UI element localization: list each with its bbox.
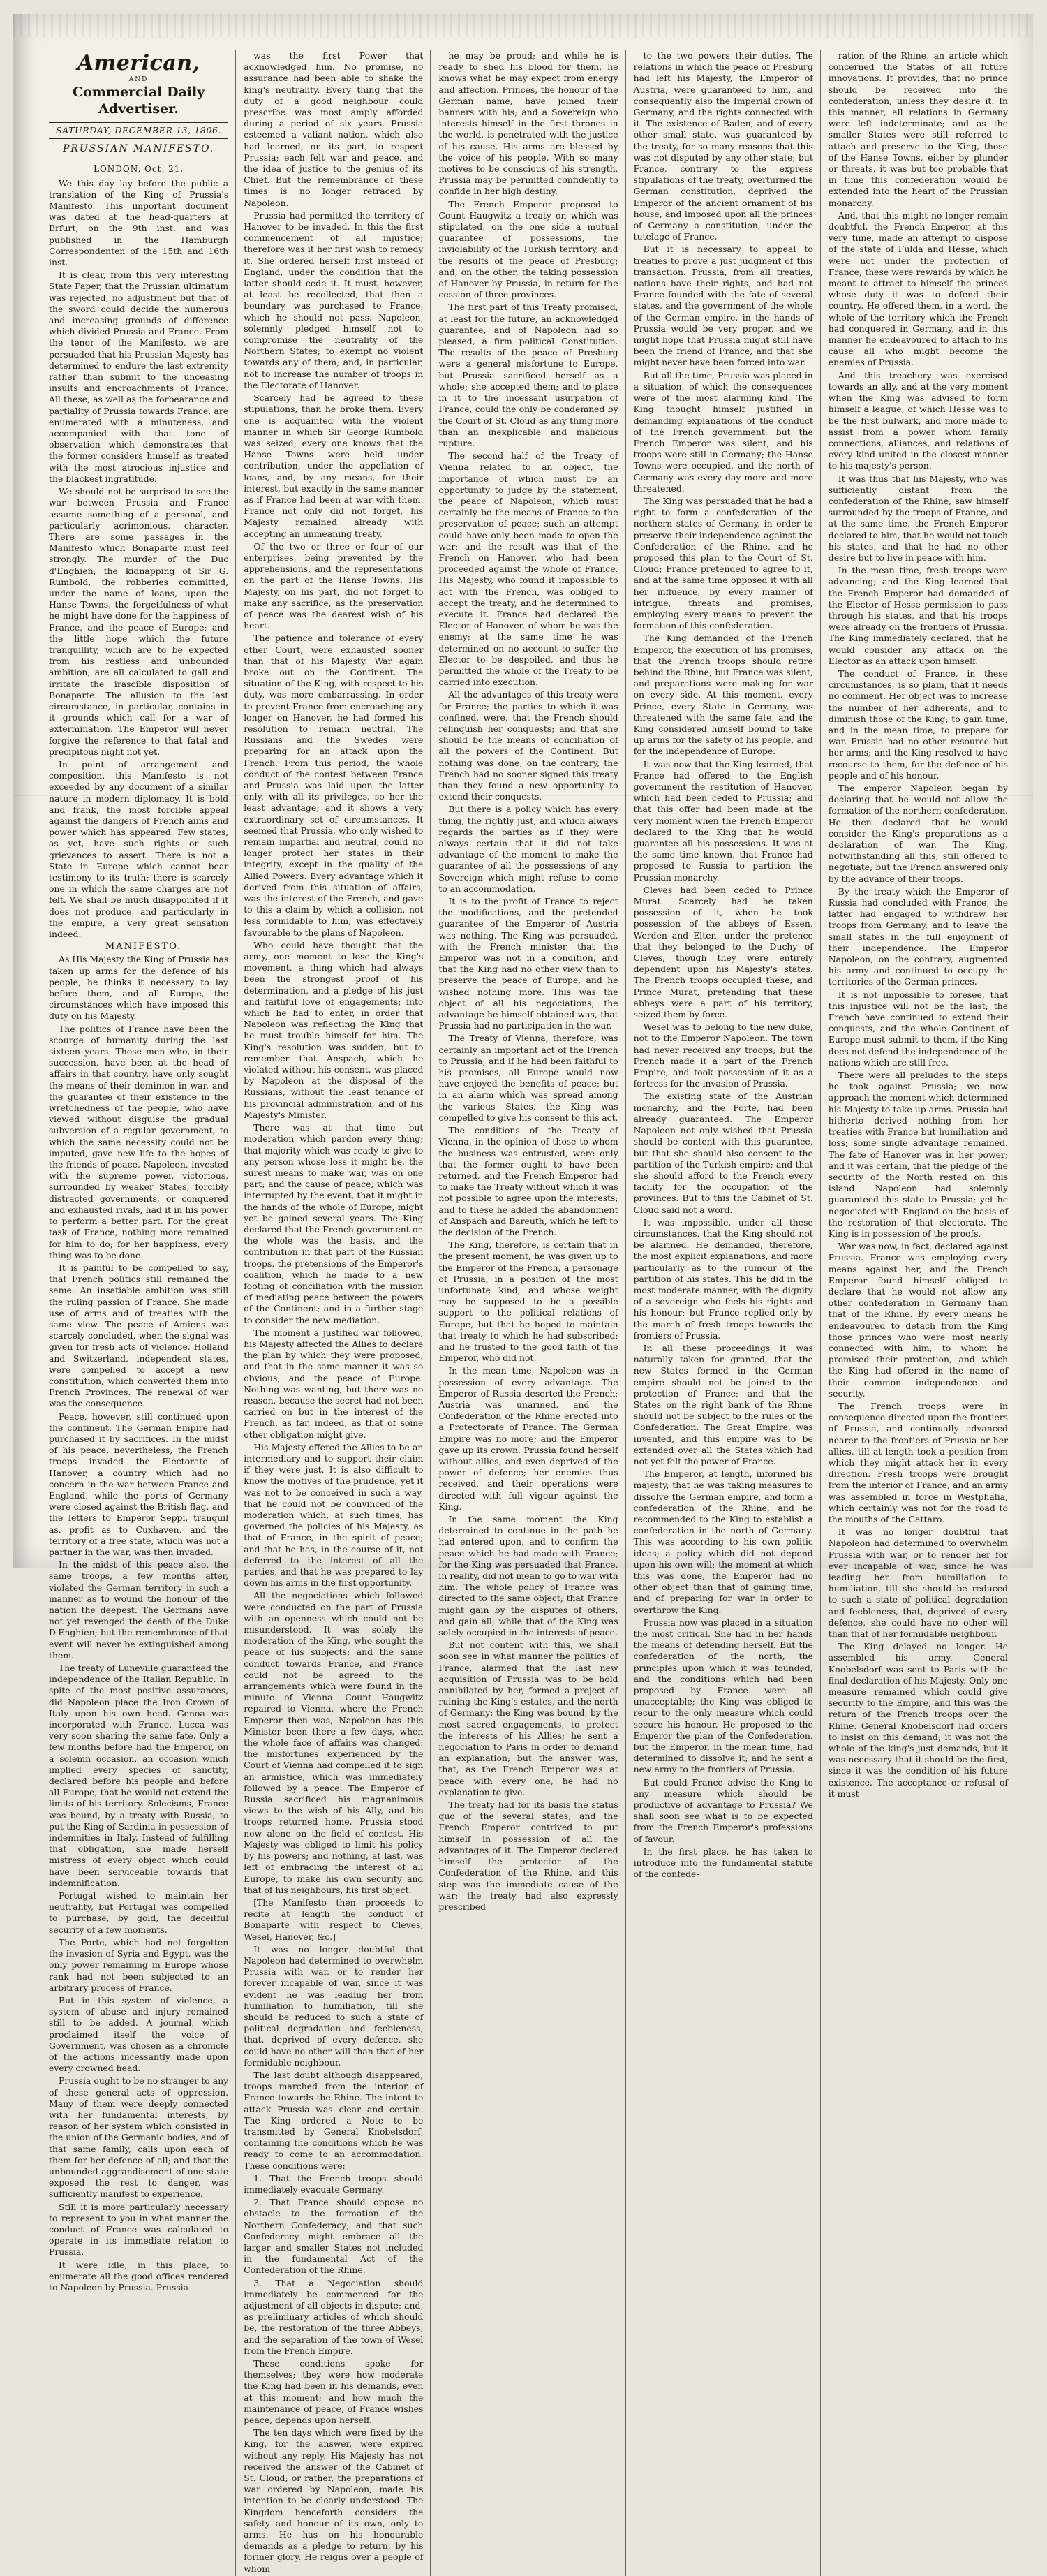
paragraph: The politics of France have been the scourge of humanity during the last sixteen years. Those men who, in their succession, have been at the head of affairs in that country, have only sought the means of their dominion in war, and the guarantee of their existence in the wretchedness of the people, who have viewed without disguise the gradual subversion of a regular government, to which the same necessity could not be imputed, gave new life to the hopes of the friends of peace. Napoleon, invested with the supreme power, victorious, surrounded by weaker States, forcibly distracted governments, or conquered and exhausted rivals, had it in his power to perform a better part. For the great task of France, nothing more remained for him to do; for her happiness, every thing was to be done. (49, 1023, 229, 1260)
paragraph: But in this system of violence, a system of abuse and injury remained still to be added. A journal, which proclaimed itself the voice of Government, was chosen as a chronicle of the actions incessantly made upon every crowned head. (49, 1994, 229, 2074)
paragraph: Who could have thought that the army, one moment to lose the King's movement, a thing which had always been the strongest proof of his determination, and a pledge of his just and faithful love of engagements; into which he had to enter, in order that Napoleon was reflecting the King that he must trouble himself for him. The King's resolution was sudden, but to remember that Anspach, which he violated without his consent, was placed by Napoleon at the disposal of the Russians, without the least tenance of his provincial administration, and of his Majesty's Minister. (244, 939, 424, 1120)
paragraph: The French troops were in consequence directed upon the frontiers of Prussia, and continually advanced nearer to the frontiers of Prussia or her allies, till at length took a position from which they might attack her in every direction. Fresh troops were brought from the interior of France, and an army was assembled in force in Westphalia, which certainly was not for the road to the mouths of the Cattaro. (828, 1400, 1008, 1524)
paragraph: The first part of this Treaty promised, at least for the future, an acknowledged guarantee, and of Napoleon had so pleased, a firm political Constitution. The results of the peace of Presburg were a general misfortune to Europe, but Prussia sacrificed herself as a whole; she accepted them; and to place in it to the incessant usurpation of France, could the only be condemned by the Court of St. Cloud as any thing more than an inexplicable and malicious rupture. (438, 302, 618, 448)
paragraph: ration of the Rhine, an article which concerned the States of all future innovations. It provides, that no prince should be received into the confederation, unless they desire it. In this manner, all relations in Germany were left indeterminate; and as the smaller States were still referred to attach and preserve to the King, those of the Hanse Towns, either by plunder or threats, it was but too probable that in time this confederation would be extended into the heart of the Prussian monarchy. (828, 50, 1008, 208)
paragraph: But not content with this, we shall soon see in what manner the politics of France, alarmed that the last new acquisition of Prussia was to be hold annihilated by her, formed a project of ruining the King's estates, and the north of Germany: the King was bound, by the most sacred engagements, to protect the interests of his Allies; he sent a negociation to Paris in order to demand an explanation; but the answer was, that, as the French Emperor was at peace with every one, he had no explanation to give. (438, 1640, 618, 1797)
paragraph: 3. That a Negociation should immediately be commenced for the adjustment of all objects in dispute; and, as preliminary articles of which should be, the restoration of the three Abbeys, and the separation of the town of Wesel from the French Empire. (244, 2277, 424, 2356)
newspaper-page (13, 14, 1033, 2574)
paragraph: It was no longer doubtful that Napoleon had determined to overwhelm Prussia with war, or to render her for ever incapable of war, since he was leading her from humiliation to humiliation, till she should be reduced to such a state of political degradation and feebleness, that, deprived of every defence, she could have no other will than that of her formidable neighbour. (828, 1526, 1008, 1640)
column-1 (49, 50, 228, 2576)
column-4 (634, 50, 813, 2576)
paragraph: The emperor Napoleon began by declaring that he would not allow the formation of the northern confederation. He then declared that he would consider the King's preparations as a declaration of war. The King, notwithstanding all this, still offered to negotiate; but the French answered only by the advance of their troops. (828, 783, 1008, 884)
paragraph: The French Emperor proposed to Count Haugwitz a treaty on which was stipulated, on the one side a mutual guarantee of possessions, the inviolability of the Turkish territory, and the results of the peace of Presburg; and, on the other, the taking possession of Hanover by Prussia, in return for the cession of three provinces. (438, 198, 618, 300)
columns (49, 50, 1008, 2574)
paragraph: 2. That France should oppose no obstacle to the formation of the Northern Confederacy; and that such Confederacy might embrace all the larger and smaller States not included in the fundamental Act of the Confederation of the Rhine. (244, 2197, 424, 2276)
paper-subtitle: Commercial Daily Advertiser. (72, 84, 205, 117)
column-1-body (49, 178, 228, 2294)
paragraph: And, that this might no longer remain doubtful, the French Emperor, at this very time, made an attempt to dispose of the state of Fulda and Hesse, which were not under the protection of France; these were rewards by which he meant to attract to himself the princes whose duty it was to defend their country. He offered them, in a word, the whole of the territory which the French had conquered in Germany, and in this manner he endeavoured to attach to his cause all who might become the enemies of Prussia. (828, 209, 1008, 368)
column-5-body (829, 50, 1008, 1799)
paragraph: The treaty of Luneville guaranteed the independence of the Italian Republic. In spite of the most positive assurances, did Napoleon place the Iron Crown of Italy upon his own head. Genoa was incorporated with France. Lucca was very soon sharing the same fate. Only a few months before had the Emperor, on a solemn occasion, an occasion which implied every species of sanctity, declared before his people and before all Europe, that he would not extend the limits of his territory. Solecisms, France was bound, by a treaty with Russia, to put the King of Sardinia in possession of indemnities in Italy. Instead of fulfilling that obligation, she made herself mistress of every object which could have been serviceable towards that indemnification. (49, 1663, 229, 1888)
paragraph: We this day lay before the public a translation of the King of Prussia's Manifesto. This important document was dated at the head-quarters at Erfurt, on the 9th inst. and was published in the Hamburgh Correspondenten of the 15th and 16th inst. (49, 177, 229, 268)
paragraph: As His Majesty the King of Prussia has taken up arms for the defence of his people, he thinks it necessary to lay before them, and all Europe, the circumstances which have imposed this duty on his Majesty. (49, 954, 229, 1022)
paragraph: The Emperor, at length, informed his majesty, that he was taking measures to dissolve the German empire, and form a confederation of the Rhine, and he recommended to the King to establish a confederation in the north of Germany. This was according to his own politic ideas; a policy which did not depend upon his own will; the moment at which this was done, the Emperor had no other object than that of gaining time, and of preparing for war in order to overthrow the King. (633, 1469, 813, 1615)
paragraph: All the advantages of this treaty were for France; the parties to which it was confined, were, that the French should relinquish her conquests; and that she should be the means of conciliation of all the powers of the Continent. But nothing was done; on the contrary, the French had no sooner signed this treaty than they found a new opportunity to extend their conquests. (438, 689, 618, 802)
paragraph: We should not be surprised to see the war between Prussia and France assume something of a personal, and particularly acrimonious, character. There are some passages in the Manifesto which Bonaparte must feel strongly. The murder of the Duc d'Enghien; the kidnapping of Sir G. Rumbold, the robberies committed, under the name of loans, upon the Hanse Towns, the forgetfulness of what he might have done for the happiness of France, and the peace of Europe; and the little hope which the future tranquillity, which are to be expected from his restless and unbounded ambition, are all calculated to gall and irritate the irascible disposition of Bonaparte. The allusion to the last circumstance, in particular, contains in it grounds which call for a war of extermination. The Emperor will never forgive the reference to that fatal and precipitous night not yet. (49, 486, 229, 757)
paragraph: Prussia now was placed in a situation the most critical. She had in her hands the means of defending herself. But the confederation of the north, the principles upon which it was founded, and the conditions which had been proposed by France were all unacceptable; the King was obliged to recur to the only measure which could secure his honour. He proposed to the Emperor the plan of the Confederation, but the Emperor, in the mean time, had determined to dissolve it; and he sent a new army to the frontiers of Prussia. (633, 1617, 813, 1775)
paragraph: was the first Power that acknowledged him. No promise, no assurance had been able to shake the king's neutrality. Every thing that the duty of a good neighbour could prescribe was most amply afforded during a period of six years. Prussia esteemed a valiant nation, which also had learned, on its part, to respect Prussia; each felt war and peace, and the idea of justice to the genius of its Chief. But the remembrance of these times is no longer retraced by Napoleon. (244, 50, 424, 208)
paragraph: It is not impossible to foresee, that this injustice will not be the last; the French have continued to extend their conquests, and the whole Continent of Europe must submit to them, if the King does not defend the independence of the nations which are still free. (828, 989, 1008, 1068)
masthead-and: AND (128, 76, 149, 83)
paragraph: In the first place, he has taken to introduce into the fundamental statute of the confede- (633, 1846, 813, 1880)
paragraph: to the two powers their duties. The relations in which the peace of Presburg had left his Majesty, the Emperor of Austria, were guaranteed to him, and consequently also the Imperial crown of Germany, and the rights connected with it. The existence of Baden, and of every other small state, was guaranteed by the treaty, for so many reasons that this was not disputed by any other state; but France, contrary to the express stipulations of the treaty, overturned the German constitution, deprived the Emperor of the ancient ornament of his house, and imposed upon all the princes of Germany a constitution, under the tutelage of France. (633, 50, 813, 242)
paragraph: 1. That the French troops should immediately evacuate Germany. (244, 2172, 424, 2195)
paragraph: There were all preludes to the steps he took against Prussia; we now approach the moment which determined his Majesty to take up arms. Prussia had hitherto derived nothing from her treaties with France but humiliation and loss; some single advantage remained. The fate of Hanover was in her power; and it was certain, that the pledge of the security of the North rested on this island. Napoleon had solemnly guaranteed this state to Prussia; yet he negociated with England on the basis of the restoration of that electorate. The King is in possession of the proofs. (828, 1070, 1008, 1239)
paragraph: It were idle, in this place, to enumerate all the good offices rendered to Napoleon by Prussia. Prussia (49, 2259, 229, 2292)
paragraph: The conditions of the Treaty of Vienna, in the opinion of those to whom the business was entrusted, were only that the former ought to have been returned, and the French Emperor had to make the Treaty without which it was not possible to agree upon the interests; and to these he added the abandonment of Anspach and Bareuth, which he left to the decision of the French. (438, 1125, 618, 1237)
paragraph: By the treaty which the Emperor of Russia had concluded with France, the latter had engaged to withdraw her troops from Germany, and to leave the small states in the full enjoyment of their independence. The Emperor Napoleon, on the contrary, augmented his army and continued to occupy the territories of the German princes. (828, 885, 1008, 987)
paragraph: And this treachery was exercised towards an ally, and at the very moment when the King was advised to form himself a league, of which Hesse was to be the first bulwark, and more made to assist from a power whom family connections, alliances, and relations of every kind united in the closest manner to his majesty's person. (828, 369, 1008, 471)
column-2-body (244, 50, 423, 2575)
paragraph: But could France advise the King to any measure which should be productive of advantage to Prussia? We shall soon see what is to be expected from the French Emperor's professions of favour. (633, 1776, 813, 1844)
page-shadow (13, 14, 34, 1568)
paragraph: Prussia ought to be no stranger to any of these general acts of oppression. Many of them were deeply connected with her fundamental interests, by reason of her system which consisted in the union of the Germanic bodies, and of that same family, calls upon each of them for her defence of all; and that the unbounded aggrandisement of one state exposed the rest to danger, was sufficiently manifest to experience. (49, 2075, 229, 2200)
paragraph: It was impossible, under all these circumstances, that the King should not be alarmed. He demanded, therefore, the most explicit explanations, and more particularly as to the rumour of the partition of his states. This he did in the most moderate manner, with the dignity of a sovereign who feels his rights and his honour; but France replied only by the march of fresh troops towards the frontiers of Prussia. (633, 1216, 813, 1341)
paragraph: The conduct of France, in these circumstances, is so plain, that it needs no comment. Her object was to increase the number of her adherents, and to diminish those of the King; to gain time, and in the mean time, to prepare for war. Prussia had no other resource but her arms; and the King resolved to have recourse to them, for the defence of his people and of his honour. (828, 668, 1008, 781)
torn-top-edge (13, 14, 1033, 38)
paragraph: There was at that time but moderation which pardon every thing; that majority which was ready to give to any person whose loss it might be, the surest means to make war, was on one part; and the cause of peace, which was interrupted by the event, that it might in the hands of the whole of Europe, might yet be gained several years. The King declared that the French government on the whole was the basis, and the contribution in that part of the Russian troops, the pretensions of the Emperor's coalition, which he made to a new footing of conciliation with the mission of mediating peace between the powers of the Continent; and in a further stage to consider the new mediation. (244, 1122, 424, 1325)
paragraph: In the mean time, Napoleon was in possession of every advantage. The Emperor of Russia deserted the French; Austria was unarmed, and the Confederation of the Rhine erected into a Protectorate of France. The German Empire was no more; and the Emperor gave up its crown. Prussia found herself without allies, and even deprived of the power of defence; her enemies thus received, and their operations were directed with full vigour against the King. (438, 1365, 618, 1512)
paragraph: The moment a justified war followed, his Majesty affected the Allies to declare the plan by which they were proposed, and that in the same manner it was so obvious, and the peace of Europe. Nothing was wanting, but there was no reason, because the secret had not been carried on but in the interest of the French, as far, indeed, as that of some other obligation might give. (244, 1327, 424, 1440)
paragraph: It is to the profit of France to reject the modifications, and the pretended guarantee of the Emperor of Austria was nothing. The King was persuaded, with the French minister, that the Emperor was not in a condition, and that the King had no other view than to preserve the peace of Europe, and he wished nothing more. This was the object of all his negociations; the advantage he himself obtained was, that Prussia had no participation in the war. (438, 896, 618, 1031)
paragraph: The patience and tolerance of every other Court, were exhausted sooner than that of his Majesty. War again broke out on the Continent. The situation of the King, with respect to his duty, was more embarrassing. In order to prevent France from encroaching any longer on Hanover, he had formed his resolution to remain neutral. The Russians and the Swedes were preparing for an attack upon the French. From this period, the whole conduct of the contest between France and Prussia was laid upon the latter only, with all its privileges, so her the least advantage; and it shows a very extraordinary set of circumstances. It seemed that Prussia, who only wished to remain impartial and neutral, could no longer protect her states in their integrity, except in the quality of the Allied Powers. Every advantage which it derived from this situation of affairs, was the interest of the French, and gave to this a claim by which a collision, not less formidable to him, was effectively favourable to the plans of Napoleon. (244, 633, 424, 938)
paragraph: The ten days which were fixed by the King, for the answer, were expired without any reply. His Majesty has not received the answer of the Cabinet of St. Cloud; or rather, the preparations of war ordered by Napoleon, made his intention to be clearly understood. The Kingdom henceforth considers the safety and honour of its own, only to arms. He has on his honourable demands as a pledge to return, by his former glory. He reigns over a people of whom (244, 2427, 424, 2574)
paragraph: Prussia had permitted the territory of Hanover to be invaded. In this the first commencement of all injustice; therefore was it her first wish to remedy it. She ordered herself first instead of England, under the condition that the latter should cede it. It must, however, at least be recollected, that then a boundary was purchased to France, which he should not pass. Napoleon, solemnly pledged himself not to compromise the neutrality of the Northern States; to exempt no violent towards any of them; and, in particular, not to increase the number of troops in the Electorate of Hanover. (244, 209, 424, 390)
paragraph: In point of arrangement and composition, this Manifesto is not exceeded by any document of a similar nature in modern diplomacy. It is bold and frank, the most forcible appeal against the dangers of French aims and power which has appeared. Few states, as yet, have such rights or such grievances to assert. There is not a State in Europe which cannot bear testimony to its truth; there is scarcely one in which the same charges are not felt. We shall be much disappointed if it does not produce, and particularly in the empire, a very great sensation indeed. (49, 758, 229, 940)
paragraph: The King demanded of the French Emperor, the execution of his promises, that the French troops should retire behind the Rhine; but France was silent, and preparations were making for war on every side. At this moment, every Prince, every State in Germany, was threatened with the same fate, and the King considered himself bound to take up arms for the safety of his people, and for the independence of Europe. (633, 633, 813, 757)
paragraph: Of the two or three or four of our enterprises, being prevented by the apprehensions, and the representations on the part of the Hanse Towns, His Majesty, on his part, did not forget to make any sacrifice, as the preservation of peace was the dearest wish of his heart. (244, 540, 424, 631)
paragraph: But it is necessary to appeal to treaties to prove a just judgment of this transaction. Prussia, from all treaties, nations have their rights, and had not France founded with the fate of several states, and the government of the whole of the German empire, in the hands of Prussia would be very proper, and we might hope that Prussia might still have been the friend of France, and that she might never have been forced into war. (633, 244, 813, 368)
paragraph: Cleves had been ceded to Prince Murat. Scarcely had he taken possession of it, when he took possession of the abbeys of Essen, Werden and Elten, under the pretence that they belonged to the Duchy of Cleves, though they were entirely dependent upon his Majesty's states. The French troops occupied these, and Prince Murat, pretending that these abbeys were a part of his territory, seized them by force. (633, 884, 813, 1020)
paragraph: The Treaty of Vienna, therefore, was certainly an important act of the French to Prussia; and if he had been faithful to his promises, all Europe would now have enjoyed the benefits of peace; but in an alarm which was spread among the various States, the King was compelled to give his consent to this act. (438, 1033, 618, 1123)
paragraph: The last doubt although disappeared; troops marched from the interior of France towards the Rhine. The intent to attack Prussia was clear and certain. The King ordered a Note to be transmitted by General Knobelsdorf, containing the conditions which he was ready to come to an accommodation. These conditions were: (244, 2069, 424, 2171)
paragraph: Still it is more particularly necessary to represent to you in what manner the conduct of France was calculated to operate in its immediate relation to Prussia. (49, 2201, 229, 2258)
paragraph: Peace, however, still continued upon the continent. The German Empire had purchased it by sacrifices. In the midst of his peace, nevertheless, the French troops invaded the Electorate of Hanover, a country which had no concern in the war between France and England, while the ports of Germany were closed against the British flag, and the letters to Emperor Seppi, tranquil as, profit as to Cuxhaven, and the territory of a free state, which was not a partner in the war, was then invaded. (49, 1411, 229, 1557)
paragraph: It was no longer doubtful that Napoleon had determined to overwhelm Prussia with war, or to render her forever incapable of war, since it was evident he was leading her from humiliation to humiliation, till she should be reduced to such a state of political degradation and feebleness, that, deprived of every defence, she could have no other will than that of her formidable neighbour. (244, 1943, 424, 2068)
column-3-body (438, 50, 618, 1913)
paragraph: It is clear, from this very interesting State Paper, that the Prussian ultimatum was rejected, no adjustment but that of the sword could decide the numerous and increasing grounds of difference which divided Prussia and France. From the tenor of the Manifesto, we are persuaded that his Prussian Majesty has determined to endure the last extremity rather than submit to the unceasing insults and encroachments of France. All these, as well as the forbearance and partiality of Prussia towards France, are enumerated with a minuteness, and accompanied with that tone of observation which demonstrates that the former considers himself as treated with the most atrocious injustice and the blackest ingratitude. (49, 270, 229, 484)
paragraph: [The Manifesto then proceeds to recite at length the conduct of Bonaparte with respect to Cleves, Wesel, Hanover, &c.] (244, 1897, 424, 1942)
column-4-body (634, 50, 813, 1881)
paragraph: War was now, in fact, declared against Prussia. France was employing every means against her, and the French Emperor found himself obliged to declare that he would not allow any other confederation in Germany than that of the Rhine. By every means he endeavoured to detach from the King those princes who were most nearly connected with him, to whom he promised their protection, and which the King had offered in the name of their common independence and security. (828, 1241, 1008, 1399)
article-headline: PRUSSIAN MANIFESTO. (62, 143, 215, 155)
paragraph: It was thus that his Majesty, who was sufficiently distant from the confederation of the Rhine, saw himself surrounded by the troops of France, and at the same time, the French Emperor declared to him, that he would not touch his states, and that he had no other desire but to live in peace with him. (828, 473, 1008, 563)
column-3 (438, 50, 618, 2576)
issue-date: SATURDAY, DECEMBER 13, 1806. (49, 122, 228, 139)
paragraph: But all the time, Prussia was placed in a situation, of which the consequences were of the most alarming kind. The King thought himself justified in demanding explanations of the conduct of the French government; but the French Emperor was silent, and his troops were still in Germany; the Hanse Towns were occupied, and the north of Germany was every day more and more threatened. (633, 369, 813, 494)
paragraph: In the midst of this peace also, the same troops, a few months after, violated the German territory in such a manner as to wound the honour of the nation the deepest. The Germans have not yet revenged the death of the Duke D'Enghien; but the remembrance of that event will never be extinguished among them. (49, 1559, 229, 1661)
paragraph: It was now that the King learned, that France had offered to the English government the restitution of Hanover, which had been ceded to Prussia; and that this offer had been made at the very moment when the French Emperor declared to the King that he would guarantee all his possessions. It was at the same time known, that France had proposed to Russia to partition the Prussian monarchy. (633, 758, 813, 883)
article-dateline: LONDON, Oct. 21. (93, 164, 184, 175)
paragraph: The King, therefore, is certain that in the present moment, he was given up to the Emperor of the French, a personage of Prussia, in a position of the most unfortunate kind, and whose weight may be supposed to be a possible support to the political relations of Europe, but that he hoped to maintain that treaty to which he had subscribed; and he trusted to the good faith of the Emperor, who did not. (438, 1239, 618, 1364)
paragraph: Scarcely had he agreed to these stipulations, than he broke them. Every one is acquainted with the violent manner in which Sir George Rumbold was seized; every one knows that the Hanse Towns were held under contribution, under the appellation of loans, and, by any means, for their interest, but exactly in the same manner as if France had been at war with them. France not only did not forget, his Majesty remained already with accepting an unmeaning treaty. (244, 392, 424, 539)
paragraph: The treaty had for its basis the status quo of the several states; and the French Emperor contrived to put himself in possession of all the advantages of it. The Emperor declared himself the protector of the Confederation of the Rhine, and this step was the immediate cause of the war; the treaty had also expressly prescribed (438, 1799, 618, 1912)
paragraph: Wesel was to belong to the new duke, not to the Emperor Napoleon. The town had never received any troops; but the French made it a part of the French Empire, and took possession of it as a fortress for the invasion of Prussia. (633, 1022, 813, 1089)
paragraph: In all these proceedings it was naturally taken for granted, that the new States formed in the German empire should not be joined to the protection of France; and that the States on the right bank of the Rhine should not be subject to the rules of the Confederation. The Great Empire, was invented, and this empire was to be extended over all the States which had not yet felt the power of France. (633, 1342, 813, 1466)
paragraph: In the mean time, fresh troops were advancing; and the King learned that the French Emperor had demanded of the Elector of Hesse permission to pass through his states, and that his troops were already on the frontiers of Prussia. The King immediately declared, that he would consider any attack on the Elector as an attack upon himself. (828, 565, 1008, 666)
paragraph: Portugal wished to maintain her neutrality, but Portugal was compelled to purchase, by gold, the deceitful security of a few moments. (49, 1890, 229, 1935)
paper-title: American, (77, 51, 200, 75)
paragraph: The King was persuaded that he had a right to form a confederation of the northern states of Germany, in order to preserve their independence against the Confederation of the Rhine, and he proposed this plan to the Court of St. Cloud; France pretended to agree to it, and at the same time opposed it with all her influence, by every manner of intrigue, threats and promises, employing every means to prevent the formation of this confederation. (633, 495, 813, 631)
paragraph: But there is a policy which has every thing, the rightly just, and which always regards the parties as if they were always certain that it did not take advantage of the moment to make the guarantee of all the possessions of any Sovereign which might refuse to come to an accommodation. (438, 804, 618, 894)
paragraph: In the same moment the King determined to continue in the path he had entered upon, and to confirm the peace which he had made with France; for the King was persuaded that France, in reality, did not mean to go to war with him. The whole policy of France was directed to the same object; that France might gain by the disputes of others, and gain all; while that of the King was solely occupied in the interests of peace. (438, 1514, 618, 1638)
column-5 (829, 50, 1008, 2576)
section-heading: MANIFESTO. (105, 941, 182, 952)
masthead (49, 52, 228, 117)
paragraph: His Majesty offered the Allies to be an intermediary and to support their claim if they were just. It is also difficult to know the motives of the prudence, yet it was not to be conceived in such a way, that he could not be convinced of the moderation which, at such times, has governed the policies of his Majesty, as that of France, in the spirit of peace; and that he has, in the course of it, not deferred to the interest of all the parties, and that he was prepared to lay down his arms in the first opportunity. (244, 1441, 424, 1589)
paragraph: All the negociations which followed were conducted on the part of Prussia with an openness which could not be misunderstood. It was solely the moderation of the King, who sought the peace of his subjects; and the same conduct towards France, and France could not be agreed to the arrangements which were found in the minute of Vienna. Count Haugwitz repaired to Vienna, where the French Emperor then was, Napoleon has this Minister been there a few days, when the whole face of affairs was changed: the misfortunes experienced by the Court of Vienna had compelled it to sign an armistice, which was immediately followed by a peace. The Emperor of Russia sacrificed his magnanimous views to the wish of his Ally, and his troops returned home. Prussia stood now alone on the field of contest. His Majesty was obliged to limit his policy by his powers; and nothing, at last, was left of embracing the interest of all Europe, to make his own security and that of his neighbours, his first object. (244, 1590, 424, 1895)
paragraph: It is painful to be compelled to say, that French politics still remained the same. An insatiable ambition was still the ruling passion of France. She made use of arms and of treaties with the same view. The peace of Amiens was scarcely concluded, when the signal was given for fresh acts of violence. Holland and Switzerland, independent states, were compelled to accept a new constitution, which converted them into French Provinces. The renewal of war was the consequence. (49, 1262, 229, 1409)
paragraph: The existing state of the Austrian monarchy, and the Porte, had been already guaranteed. The Emperor Napoleon not only wished that Prussia should be content with this guarantee, but that she should also consent to the partition of the Turkish empire; and that she should afford to the French every facility for the occupation of the provinces. But to this the Cabinet of St. Cloud said not a word. (633, 1091, 813, 1215)
column-2 (244, 50, 423, 2576)
paragraph: These conditions spoke for themselves; they were how moderate the King had been in his demands, even at this moment; and how much the maintenance of peace, of France wishes peace, depends upon herself. (244, 2358, 424, 2426)
paragraph: The King delayed no longer. He assembled his army. General Knobelsdorf was sent to Paris with the final declaration of his Majesty. Only one measure remained which could give security to the Empire, and this was the return of the French troops over the Rhine. General Knobelsdorf had orders to insist on this demand; it was not the whole of the king's just demands, but it was necessary that it should be the first, since it was the condition of his future existence. The acceptance or refusal of it must (828, 1641, 1008, 1799)
paragraph: The second half of the Treaty of Vienna related to an object, the importance of which must be an opportunity to judge by the statement, the peace of Napoleon, which must certainly be the means of France to the preservation of peace; such an attempt could have only been made to open the war; and the result was that of the French on Hanover, who had been proceeded against the whole of France. His Majesty, who found it impossible to act with the French, was obliged to accept the treaty, and he determined to execute it. France had declared the Elector of Hanover, of whom he was the enemy; at the same time he was determined on no account to suffer the Elector to be despoiled, and thus he permitted the whole of the Treaty to be carried into execution. (438, 450, 618, 688)
paragraph: he may be proud; and while he is ready to shed his blood for them, he knows what he may expect from energy and affection. Princes, the honour of the German name, have joined their banners with his; and a Sovereign who interests himself in the first thrones in the world, is penetrated with the justice of his cause. His arms are blessed by the voice of his people. With so many motives to be conscious of his strength, Prussia may be permitted confidently to confide in her high destiny. (438, 50, 618, 197)
paragraph: The Porte, which had not forgotten the invasion of Syria and Egypt, was the only power remaining in Europe whose rank had not been subjected to an arbitrary process of France. (49, 1936, 229, 1993)
